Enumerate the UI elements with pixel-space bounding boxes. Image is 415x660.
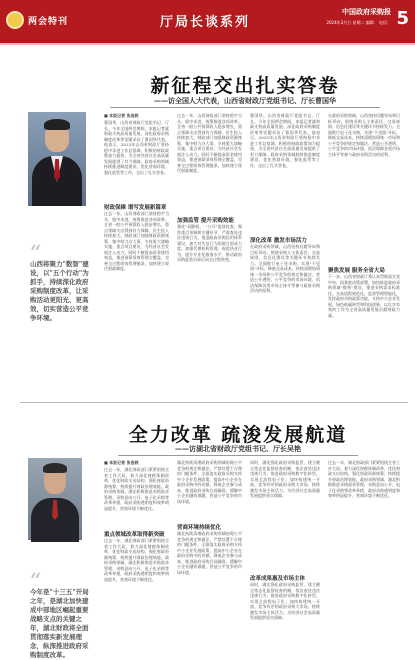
article2-section3-heading: 改革成果惠及市场主体 xyxy=(250,576,306,582)
article2-subtitle-rule xyxy=(118,455,358,456)
article1-section3-body: 强化"双随机、一公开"监督检查，聚焦重点领域和关键环节，严肃查处违法违规行为。推进政府采购信用体系建设，加大对失信行为的联合惩戒力度。加强代理机构管理，规范执业行为，提升专业化服务水平，推动政府采购监管由事后向全过程转变。 xyxy=(177,224,242,262)
article1-intro: 曹国华，山西省财政厅党组书记、厅长。今年全国两会期间，本报记者就财政支持高质量发展、深化政府采购制度改革等话题采访了曹国华代表。他表示，2023年山西省财政厅坚持稳中求进工作总基调，积极的财政政策加力提效，为全省经济社会高质量发展提供了有力保障。政府采购领域持续推进制度建设、优化营商环境、强化监管等工作，交出了扎实答卷。 xyxy=(104,120,169,175)
article1-portrait-photo xyxy=(28,112,86,206)
article2-subtitle: ——访湖北省财政厅党组书记、厅长吴艳 xyxy=(175,444,301,453)
article1-subtitle: ——访全国人大代表，山西省财政厅党组书记、厅长曹国华 xyxy=(154,96,336,105)
page-number: 5 xyxy=(396,8,409,29)
article2-portrait-photo xyxy=(28,458,82,540)
article2-byline: ■ 本报记者 张连轶 xyxy=(104,460,139,465)
masthead-rule xyxy=(0,43,415,45)
article2-section1-heading: 重点领域改革取得新突破 xyxy=(104,532,165,538)
article1-pull-quote xyxy=(30,240,92,323)
article-divider xyxy=(20,402,408,403)
article2-section2-body: 湖北持续清理政府采购领域妨碍公平竞争的规定和做法，严禁设置不合理的门槛条件，全面落实政府采购支持中小企业发展政策，提高中小企业在政府采购中的份额，降低企业参与成本，推进政府采购合同融资，缓解中小企业融资难题，营造公平竞争的市场环境。 xyxy=(177,531,242,575)
article1-section2-body: 在政府采购领域，山西坚持问题导向和目标导向，围绕采购人主体责任、交易规则、信息化建设等关键环节持续发力。全面推行电子化采购，实现"不见面"开标，降低交易成本。持续清理妨碍统一市场和公平竞争的规定和做法，营造公开透明、公平竞争的市场环境，依法保障各类市场主体平等参与政府采购活动的权利。 xyxy=(250,244,320,293)
quote-mark-icon: “ xyxy=(30,568,42,592)
article1-section1-heading: 财政保障 谱写发展新篇章 xyxy=(104,205,167,211)
article2-title: 全力改革 疏浚发展航道 xyxy=(128,424,348,446)
masthead xyxy=(0,0,415,43)
article1-section4-heading: 聚焦发展 服务全省大局 xyxy=(328,268,385,274)
series-title: 厅局长谈系列 xyxy=(160,15,251,30)
article2-quote-text: 今年是"十三五"开局之年，是湖北加快建成中部地区崛起重要战略支点的关键之年，湖北财政将全面贯彻落实新发展理念，纵深推进政府采购制度改革。 xyxy=(30,588,89,659)
article1-title: 新征程交出扎实答卷 xyxy=(150,75,340,97)
section-label: 两会特刊 xyxy=(28,17,69,27)
article2-section1-body: 过去一年，湖北财政部门紧紧围绕全省工作大局，着力深化财税体制改革，优化财政支出结构，强化财政资源统筹，持续提升财政治理效能。政府采购领域，湖北积极推进采购需求管理、采购意向公开、电子化采购等改革举措，政府采购透明度和效率明显提升，营商环境不断优化。 xyxy=(104,538,169,582)
date-line: 2024年3月日 星期二 编辑： 电话： xyxy=(326,20,391,25)
article1-body-col4: 在政府采购领域，山西坚持问题导向和目标导向，围绕采购人主体责任、交易规则、信息化建设等关键环节持续发力。全面推行电子化采购，实现"不见面"开标，降低交易成本。持续清理妨碍统一市场和公平竞争的规定和做法，营造公开透明、公平竞争的市场环境，依法保障各类市场主体平等参与政府采购活动的权利。 xyxy=(328,113,400,157)
article1-quote-text: 山西将聚力"数智"建设，以"五个行动"为抓手，持续深化政府采购制度改革，让采购活动更阳光、更高效，切实营造公平竞争环境。 xyxy=(30,260,89,322)
article1-section3-heading: 加强监管 提升采购效能 xyxy=(177,218,234,224)
masthead-info xyxy=(261,7,391,26)
article2-body-col3: 同时，湖北强化政府采购监管，建立健全常态化监督检查机制，依法查处违法违规行为；推进政府采购数字化转型，实现全流程电子化；加快构建统一开放、竞争有序的政府采购大市场，持续激发市场主体活力，为经济社会高质量发展提供坚实保障。 xyxy=(250,460,320,498)
article1-section2-heading: 深化改革 激发市场活力 xyxy=(250,238,307,244)
article2-body-col2: 湖北持续清理政府采购领域妨碍公平竞争的规定和做法，严禁设置不合理的门槛条件，全面落实政府采购支持中小企业发展政策，提高中小企业在政府采购中的份额，降低企业参与成本，推进政府采购合同融资，缓解中小企业融资难题，营造公平竞争的市场环境。 xyxy=(177,460,242,504)
emblem-icon xyxy=(6,11,24,29)
paper-name: 中国政府采购报 xyxy=(342,8,391,16)
article2-intro: 过去一年，湖北财政部门紧紧围绕全省工作大局，着力深化财税体制改革，优化财政支出结构，强化财政资源统筹，持续提升财政治理效能。政府采购领域，湖北积极推进采购需求管理、采购意向公开、电子化采购等改革举措，政府采购透明度和效率明显提升，营商环境不断优化。 xyxy=(104,467,169,511)
article1-subtitle-rule xyxy=(110,107,380,108)
article1-body-col3: 曹国华，山西省财政厅党组书记、厅长。今年全国两会期间，本报记者就财政支持高质量发展、深化政府采购制度改革等话题采访了曹国华代表。他表示，2023年山西省财政厅坚持稳中求进工作总基调，积极的财政政策加力提效，为全省经济社会高质量发展提供了有力保障。政府采购领域持续推进制度建设、优化营商环境、强化监管等工作，交出了扎实答卷。 xyxy=(250,113,320,168)
article1-section4-body: 下一步，山西省财政厅将认真贯彻落实党中央、国务院决策部署，加快推进政府采购领域"数智"建设，推进采购需求标准化、交易流程规范化、监督管理智能化，发挥政府采购政策功能，支持中小企业发展、绿色低碳转型和科技创新，以扎实有效的工作为全省高质量发展贡献财政力量。 xyxy=(328,274,400,318)
article1-section1-body: 过去一年，山西财政部门坚持稳字当头、稳中求进，统筹推进各项改革。全省一般公共预算收入稳步增长，重点领域支出得到有力保障，民生投入持续加大。财政部门加强财政资源统筹，集中财力办大事，支持重大战略实施、重点项目建设，为经济社会发展注入动力。同时不断提高资金使用效益，推进预算绩效管理全覆盖，完善全过程绩效管理链条，加快建立现代财政制度。 xyxy=(104,211,169,271)
article1-body-col2: 过去一年，山西财政部门坚持稳字当头、稳中求进，统筹推进各项改革。全省一般公共预算收入稳步增长，重点领域支出得到有力保障，民生投入持续加大。财政部门加强财政资源统筹，集中财力办大事，支持重大战略实施、重点项目建设，为经济社会发展注入动力。同时不断提高资金使用效益，推进预算绩效管理全覆盖，完善全过程绩效管理链条，加快建立现代财政制度。 xyxy=(177,113,242,173)
article2-pull-quote xyxy=(30,568,90,660)
article2-section2-heading: 营商环境持续优化 xyxy=(177,525,222,531)
article1-byline: ■ 本报记者 张连轶 xyxy=(104,113,139,118)
article2-section3-body: 同时，湖北强化政府采购监管，建立健全常态化监督检查机制，依法查处违法违规行为；推进政府采购数字化转型，实现全流程电子化；加快构建统一开放、竞争有序的政府采购大市场，持续激发市场主体活力，为经济社会高质量发展提供坚实保障。 xyxy=(250,582,320,620)
quote-mark-icon: “ xyxy=(30,240,42,264)
article2-body-col4: 过去一年，湖北财政部门紧紧围绕全省工作大局，着力深化财税体制改革，优化财政支出结构，强化财政资源统筹，持续提升财政治理效能。政府采购领域，湖北积极推进采购需求管理、采购意向公开、电子化采购等改革举措，政府采购透明度和效率明显提升，营商环境不断优化。 xyxy=(328,460,400,498)
